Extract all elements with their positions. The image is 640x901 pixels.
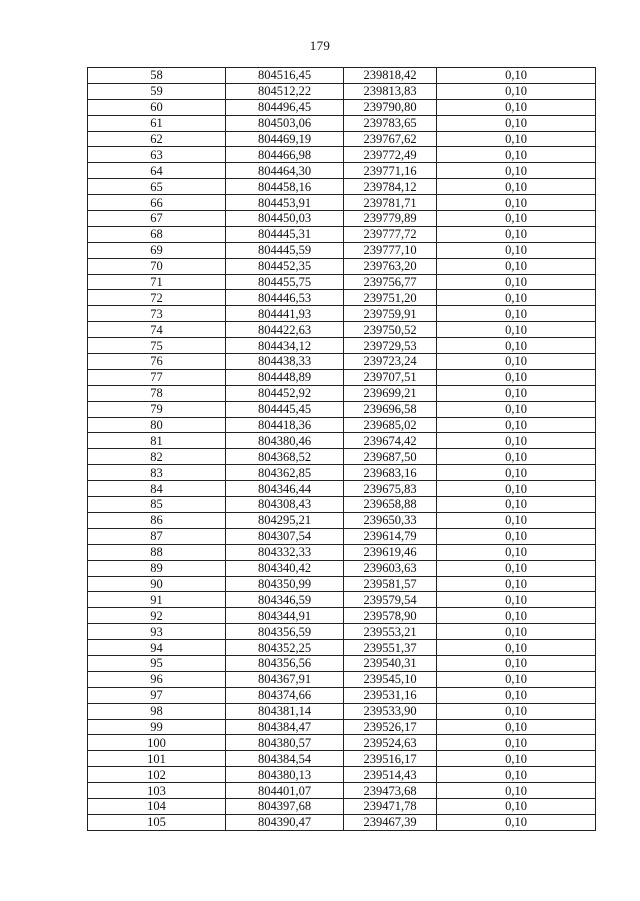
y-coordinate-cell: 239516,17 xyxy=(344,751,437,767)
x-coordinate-cell: 804469,19 xyxy=(226,131,344,147)
x-coordinate-cell: 804512,22 xyxy=(226,83,344,99)
page-number: 179 xyxy=(309,38,331,53)
table-row xyxy=(88,211,596,227)
y-coordinate-cell: 239683,16 xyxy=(344,465,437,481)
x-coordinate-cell: 804466,98 xyxy=(226,147,344,163)
accuracy-cell: 0,10 xyxy=(437,608,596,624)
point-number-cell: 96 xyxy=(88,671,226,687)
accuracy-cell: 0,10 xyxy=(437,195,596,211)
point-number-cell: 97 xyxy=(88,687,226,703)
point-number-cell: 76 xyxy=(88,354,226,370)
table-row xyxy=(88,385,596,401)
y-coordinate-cell: 239771,16 xyxy=(344,163,437,179)
point-number-cell: 87 xyxy=(88,528,226,544)
table-row xyxy=(88,798,596,814)
x-coordinate-cell: 804438,33 xyxy=(226,354,344,370)
point-number-cell: 103 xyxy=(88,783,226,799)
point-number-cell: 95 xyxy=(88,655,226,671)
table-row xyxy=(88,195,596,211)
table-row xyxy=(88,719,596,735)
x-coordinate-cell: 804352,25 xyxy=(226,640,344,656)
point-number-cell: 102 xyxy=(88,767,226,783)
point-number-cell: 79 xyxy=(88,401,226,417)
y-coordinate-cell: 239685,02 xyxy=(344,417,437,433)
table-row xyxy=(88,83,596,99)
accuracy-cell: 0,10 xyxy=(437,560,596,576)
accuracy-cell: 0,10 xyxy=(437,163,596,179)
table-row xyxy=(88,640,596,656)
accuracy-cell: 0,10 xyxy=(437,449,596,465)
point-number-cell: 63 xyxy=(88,147,226,163)
y-coordinate-cell: 239614,79 xyxy=(344,528,437,544)
x-coordinate-cell: 804452,35 xyxy=(226,258,344,274)
table-row xyxy=(88,274,596,290)
table-row xyxy=(88,671,596,687)
table-row xyxy=(88,512,596,528)
y-coordinate-cell: 239531,16 xyxy=(344,687,437,703)
x-coordinate-cell: 804448,89 xyxy=(226,369,344,385)
y-coordinate-cell: 239781,71 xyxy=(344,195,437,211)
point-number-cell: 89 xyxy=(88,560,226,576)
accuracy-cell: 0,10 xyxy=(437,512,596,528)
table-row xyxy=(88,242,596,258)
table-row xyxy=(88,226,596,242)
point-number-cell: 78 xyxy=(88,385,226,401)
y-coordinate-cell: 239790,80 xyxy=(344,99,437,115)
y-coordinate-cell: 239545,10 xyxy=(344,671,437,687)
accuracy-cell: 0,10 xyxy=(437,385,596,401)
y-coordinate-cell: 239650,33 xyxy=(344,512,437,528)
x-coordinate-cell: 804380,57 xyxy=(226,735,344,751)
table-row xyxy=(88,576,596,592)
point-number-cell: 68 xyxy=(88,226,226,242)
accuracy-cell: 0,10 xyxy=(437,242,596,258)
x-coordinate-cell: 804422,63 xyxy=(226,322,344,338)
y-coordinate-cell: 239467,39 xyxy=(344,814,437,830)
table-row xyxy=(88,465,596,481)
x-coordinate-cell: 804434,12 xyxy=(226,338,344,354)
x-coordinate-cell: 804374,66 xyxy=(226,687,344,703)
accuracy-cell: 0,10 xyxy=(437,433,596,449)
y-coordinate-cell: 239526,17 xyxy=(344,719,437,735)
accuracy-cell: 0,10 xyxy=(437,338,596,354)
point-number-cell: 105 xyxy=(88,814,226,830)
y-coordinate-cell: 239579,54 xyxy=(344,592,437,608)
point-number-cell: 98 xyxy=(88,703,226,719)
coordinates-table-body xyxy=(88,68,596,831)
table-row xyxy=(88,814,596,830)
y-coordinate-cell: 239553,21 xyxy=(344,624,437,640)
point-number-cell: 70 xyxy=(88,258,226,274)
x-coordinate-cell: 804453,91 xyxy=(226,195,344,211)
y-coordinate-cell: 239524,63 xyxy=(344,735,437,751)
point-number-cell: 86 xyxy=(88,512,226,528)
x-coordinate-cell: 804362,85 xyxy=(226,465,344,481)
x-coordinate-cell: 804516,45 xyxy=(226,68,344,84)
accuracy-cell: 0,10 xyxy=(437,528,596,544)
table-row xyxy=(88,735,596,751)
accuracy-cell: 0,10 xyxy=(437,417,596,433)
accuracy-cell: 0,10 xyxy=(437,147,596,163)
x-coordinate-cell: 804397,68 xyxy=(226,798,344,814)
accuracy-cell: 0,10 xyxy=(437,783,596,799)
table-row xyxy=(88,703,596,719)
y-coordinate-cell: 239699,21 xyxy=(344,385,437,401)
x-coordinate-cell: 804344,91 xyxy=(226,608,344,624)
y-coordinate-cell: 239603,63 xyxy=(344,560,437,576)
x-coordinate-cell: 804380,13 xyxy=(226,767,344,783)
x-coordinate-cell: 804346,59 xyxy=(226,592,344,608)
y-coordinate-cell: 239674,42 xyxy=(344,433,437,449)
point-number-cell: 69 xyxy=(88,242,226,258)
x-coordinate-cell: 804356,59 xyxy=(226,624,344,640)
point-number-cell: 90 xyxy=(88,576,226,592)
table-row xyxy=(88,290,596,306)
x-coordinate-cell: 804455,75 xyxy=(226,274,344,290)
point-number-cell: 75 xyxy=(88,338,226,354)
x-coordinate-cell: 804381,14 xyxy=(226,703,344,719)
point-number-cell: 92 xyxy=(88,608,226,624)
point-number-cell: 104 xyxy=(88,798,226,814)
accuracy-cell: 0,10 xyxy=(437,179,596,195)
table-row xyxy=(88,783,596,799)
y-coordinate-cell: 239473,68 xyxy=(344,783,437,799)
accuracy-cell: 0,10 xyxy=(437,624,596,640)
accuracy-cell: 0,10 xyxy=(437,497,596,513)
point-number-cell: 77 xyxy=(88,369,226,385)
table-row xyxy=(88,751,596,767)
accuracy-cell: 0,10 xyxy=(437,306,596,322)
point-number-cell: 58 xyxy=(88,68,226,84)
accuracy-cell: 0,10 xyxy=(437,354,596,370)
accuracy-cell: 0,10 xyxy=(437,544,596,560)
x-coordinate-cell: 804384,47 xyxy=(226,719,344,735)
point-number-cell: 65 xyxy=(88,179,226,195)
point-number-cell: 88 xyxy=(88,544,226,560)
y-coordinate-cell: 239551,37 xyxy=(344,640,437,656)
table-row xyxy=(88,449,596,465)
table-row xyxy=(88,544,596,560)
accuracy-cell: 0,10 xyxy=(437,211,596,227)
table-row xyxy=(88,655,596,671)
x-coordinate-cell: 804350,99 xyxy=(226,576,344,592)
accuracy-cell: 0,10 xyxy=(437,671,596,687)
x-coordinate-cell: 804368,52 xyxy=(226,449,344,465)
point-number-cell: 93 xyxy=(88,624,226,640)
y-coordinate-cell: 239751,20 xyxy=(344,290,437,306)
point-number-cell: 101 xyxy=(88,751,226,767)
accuracy-cell: 0,10 xyxy=(437,687,596,703)
coordinates-table xyxy=(87,67,596,831)
x-coordinate-cell: 804390,47 xyxy=(226,814,344,830)
table-row xyxy=(88,115,596,131)
accuracy-cell: 0,10 xyxy=(437,655,596,671)
x-coordinate-cell: 804367,91 xyxy=(226,671,344,687)
y-coordinate-cell: 239619,46 xyxy=(344,544,437,560)
table-row xyxy=(88,687,596,703)
point-number-cell: 100 xyxy=(88,735,226,751)
point-number-cell: 71 xyxy=(88,274,226,290)
y-coordinate-cell: 239707,51 xyxy=(344,369,437,385)
y-coordinate-cell: 239658,88 xyxy=(344,497,437,513)
table-row xyxy=(88,767,596,783)
accuracy-cell: 0,10 xyxy=(437,481,596,497)
x-coordinate-cell: 804496,45 xyxy=(226,99,344,115)
x-coordinate-cell: 804446,53 xyxy=(226,290,344,306)
table-row xyxy=(88,592,596,608)
point-number-cell: 60 xyxy=(88,99,226,115)
point-number-cell: 74 xyxy=(88,322,226,338)
accuracy-cell: 0,10 xyxy=(437,735,596,751)
table-row xyxy=(88,163,596,179)
y-coordinate-cell: 239818,42 xyxy=(344,68,437,84)
accuracy-cell: 0,10 xyxy=(437,258,596,274)
x-coordinate-cell: 804458,16 xyxy=(226,179,344,195)
accuracy-cell: 0,10 xyxy=(437,640,596,656)
accuracy-cell: 0,10 xyxy=(437,68,596,84)
y-coordinate-cell: 239767,62 xyxy=(344,131,437,147)
y-coordinate-cell: 239578,90 xyxy=(344,608,437,624)
x-coordinate-cell: 804445,45 xyxy=(226,401,344,417)
table-row xyxy=(88,306,596,322)
y-coordinate-cell: 239750,52 xyxy=(344,322,437,338)
accuracy-cell: 0,10 xyxy=(437,751,596,767)
y-coordinate-cell: 239784,12 xyxy=(344,179,437,195)
table-row xyxy=(88,433,596,449)
x-coordinate-cell: 804346,44 xyxy=(226,481,344,497)
y-coordinate-cell: 239772,49 xyxy=(344,147,437,163)
point-number-cell: 66 xyxy=(88,195,226,211)
y-coordinate-cell: 239759,91 xyxy=(344,306,437,322)
accuracy-cell: 0,10 xyxy=(437,369,596,385)
accuracy-cell: 0,10 xyxy=(437,99,596,115)
accuracy-cell: 0,10 xyxy=(437,719,596,735)
accuracy-cell: 0,10 xyxy=(437,131,596,147)
y-coordinate-cell: 239533,90 xyxy=(344,703,437,719)
table-row xyxy=(88,608,596,624)
table-row xyxy=(88,354,596,370)
table-row xyxy=(88,481,596,497)
table-row xyxy=(88,179,596,195)
point-number-cell: 62 xyxy=(88,131,226,147)
table-row xyxy=(88,624,596,640)
accuracy-cell: 0,10 xyxy=(437,576,596,592)
y-coordinate-cell: 239813,83 xyxy=(344,83,437,99)
accuracy-cell: 0,10 xyxy=(437,226,596,242)
point-number-cell: 59 xyxy=(88,83,226,99)
table-row xyxy=(88,560,596,576)
x-coordinate-cell: 804380,46 xyxy=(226,433,344,449)
table-row xyxy=(88,417,596,433)
x-coordinate-cell: 804307,54 xyxy=(226,528,344,544)
y-coordinate-cell: 239777,10 xyxy=(344,242,437,258)
accuracy-cell: 0,10 xyxy=(437,401,596,417)
point-number-cell: 82 xyxy=(88,449,226,465)
point-number-cell: 83 xyxy=(88,465,226,481)
table-row xyxy=(88,147,596,163)
point-number-cell: 61 xyxy=(88,115,226,131)
accuracy-cell: 0,10 xyxy=(437,592,596,608)
table-row xyxy=(88,68,596,84)
accuracy-cell: 0,10 xyxy=(437,274,596,290)
y-coordinate-cell: 239581,57 xyxy=(344,576,437,592)
point-number-cell: 84 xyxy=(88,481,226,497)
point-number-cell: 72 xyxy=(88,290,226,306)
y-coordinate-cell: 239687,50 xyxy=(344,449,437,465)
table-row xyxy=(88,131,596,147)
accuracy-cell: 0,10 xyxy=(437,115,596,131)
y-coordinate-cell: 239777,72 xyxy=(344,226,437,242)
x-coordinate-cell: 804384,54 xyxy=(226,751,344,767)
x-coordinate-cell: 804401,07 xyxy=(226,783,344,799)
accuracy-cell: 0,10 xyxy=(437,703,596,719)
y-coordinate-cell: 239783,65 xyxy=(344,115,437,131)
y-coordinate-cell: 239471,78 xyxy=(344,798,437,814)
x-coordinate-cell: 804308,43 xyxy=(226,497,344,513)
table-row xyxy=(88,258,596,274)
point-number-cell: 73 xyxy=(88,306,226,322)
accuracy-cell: 0,10 xyxy=(437,290,596,306)
y-coordinate-cell: 239723,24 xyxy=(344,354,437,370)
point-number-cell: 81 xyxy=(88,433,226,449)
x-coordinate-cell: 804464,30 xyxy=(226,163,344,179)
y-coordinate-cell: 239514,43 xyxy=(344,767,437,783)
x-coordinate-cell: 804340,42 xyxy=(226,560,344,576)
x-coordinate-cell: 804452,92 xyxy=(226,385,344,401)
y-coordinate-cell: 239729,53 xyxy=(344,338,437,354)
point-number-cell: 67 xyxy=(88,211,226,227)
point-number-cell: 64 xyxy=(88,163,226,179)
accuracy-cell: 0,10 xyxy=(437,814,596,830)
accuracy-cell: 0,10 xyxy=(437,798,596,814)
accuracy-cell: 0,10 xyxy=(437,465,596,481)
point-number-cell: 91 xyxy=(88,592,226,608)
table-row xyxy=(88,497,596,513)
point-number-cell: 80 xyxy=(88,417,226,433)
table-row xyxy=(88,401,596,417)
x-coordinate-cell: 804441,93 xyxy=(226,306,344,322)
accuracy-cell: 0,10 xyxy=(437,767,596,783)
x-coordinate-cell: 804295,21 xyxy=(226,512,344,528)
x-coordinate-cell: 804445,59 xyxy=(226,242,344,258)
accuracy-cell: 0,10 xyxy=(437,322,596,338)
y-coordinate-cell: 239675,83 xyxy=(344,481,437,497)
y-coordinate-cell: 239763,20 xyxy=(344,258,437,274)
table-row xyxy=(88,99,596,115)
x-coordinate-cell: 804445,31 xyxy=(226,226,344,242)
point-number-cell: 99 xyxy=(88,719,226,735)
table-row xyxy=(88,322,596,338)
x-coordinate-cell: 804332,33 xyxy=(226,544,344,560)
table-row xyxy=(88,338,596,354)
point-number-cell: 94 xyxy=(88,640,226,656)
y-coordinate-cell: 239779,89 xyxy=(344,211,437,227)
x-coordinate-cell: 804418,36 xyxy=(226,417,344,433)
y-coordinate-cell: 239696,58 xyxy=(344,401,437,417)
x-coordinate-cell: 804356,56 xyxy=(226,655,344,671)
accuracy-cell: 0,10 xyxy=(437,83,596,99)
table-row xyxy=(88,369,596,385)
y-coordinate-cell: 239540,31 xyxy=(344,655,437,671)
point-number-cell: 85 xyxy=(88,497,226,513)
y-coordinate-cell: 239756,77 xyxy=(344,274,437,290)
x-coordinate-cell: 804450,03 xyxy=(226,211,344,227)
x-coordinate-cell: 804503,06 xyxy=(226,115,344,131)
table-row xyxy=(88,528,596,544)
